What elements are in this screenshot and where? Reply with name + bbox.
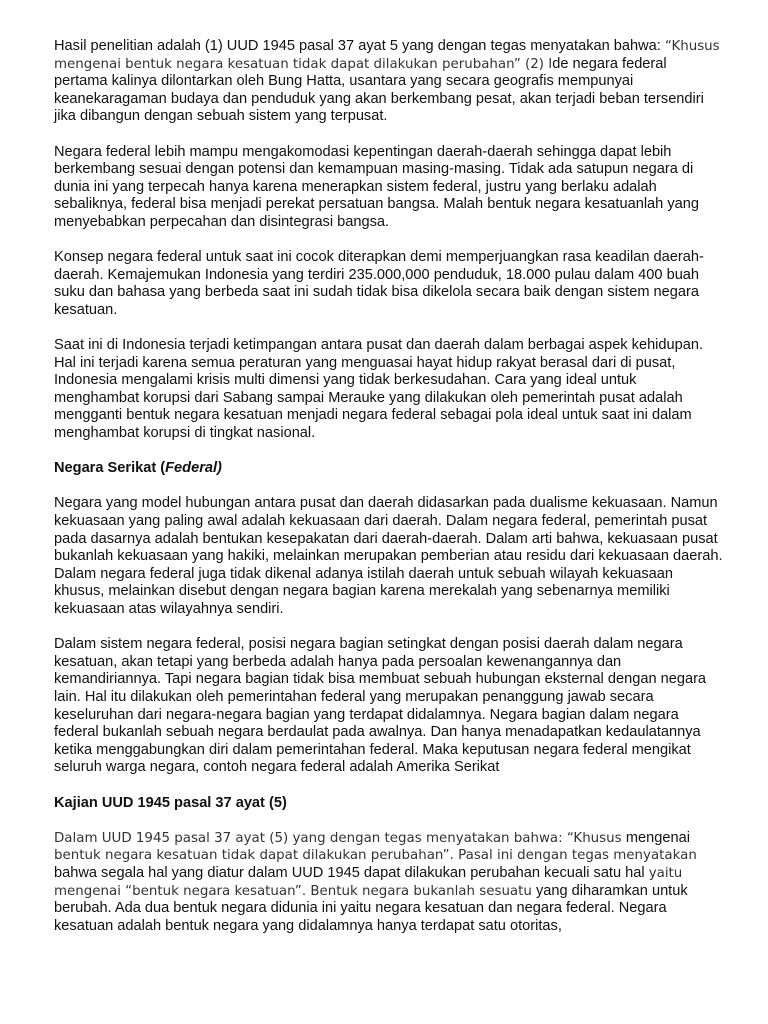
section-heading-kajian-uud: Kajian UUD 1945 pasal 37 ayat (5): [54, 794, 287, 811]
paragraph-text: bentuk negara kesatuan tidak dapat dilakukan perubahan”. Pasal ini dengan tegas menyatakan: [54, 848, 697, 864]
paragraph-kajian: [54, 830, 724, 936]
paragraph-text: Hasil penelitian adalah (1) UUD 1945 pasal 37 ayat 5 yang dengan tegas menyatakan bahwa:: [54, 38, 665, 54]
paragraph-text: yang diharamkan untuk berubah. Ada dua bentuk negara didunia ini yaitu negara kesatuan dan negara federal. Negara kesatuan adalah bentuk negara yang didalamnya hanya terdapat satu otoritas,: [54, 882, 688, 934]
paragraph-text: bahwa segala hal yang diatur dalam UUD 1945 dapat dilakukan perubahan kecuali satu hal: [54, 864, 649, 881]
heading-text: Negara Serikat (: [54, 460, 166, 477]
document-page: [54, 38, 724, 953]
section-heading-negara-serikat: [54, 460, 724, 478]
paragraph-federal-definition: Negara yang model hubungan antara pusat dan daerah didasarkan pada dualisme kekuasaan. Namun kekuasaan yang paling awal adalah kekuasaan dari daerah. Dalam negara federal, pemerintah pusat pada dasarnya adalah bentukan kesepakatan dari daerah-daerah. Dalam arti bahwa, kekuasaan pusat bukanlah kekuasaan yang hakiki, melainkan merupakan pemberian atau residu dari kekuasaan daerah. Dalam negara federal juga tidak dikenal adanya istilah daerah untuk sebuah wilayah kekuasaan khusus, melainkan disebut dengan negara bagian karena merekalah yang sebenarnya memiliki kekuasaan atas wilayahnya sendiri.: [54, 495, 723, 617]
quoted-text: “Khusus mengenai bentuk negara kesatuan tidak dapat dilakukan perubahan” (2) I: [54, 39, 720, 72]
paragraph-inequality: Saat ini di Indonesia terjadi ketimpangan antara pusat dan daerah dalam berbagai aspek kehidupan. Hal ini terjadi karena semua peraturan yang menguasai hayat hidup rakyat berasal dari di pusat, Indonesia mengalami krisis multi dimensi yang tidak berkesudahan. Cara yang ideal untuk menghambat korupsi dari Sabang sampai Merauke yang dilakukan oleh pemerintah pusat adalah mengganti bentuk negara kesatuan menjadi negara federal sebagai pola ideal untuk saat ini dalam menghambat korupsi di tingkat nasional.: [54, 337, 704, 442]
paragraph-text: mengenai: [625, 829, 690, 846]
heading-italic-text: Federal): [165, 460, 222, 477]
paragraph-federal-system: Dalam sistem negara federal, posisi negara bagian setingkat dengan posisi daerah dalam negara kesatuan, akan tetapi yang berbeda adalah hanya pada persoalan kewenangannya dan kemandiriannya. Tapi negara bagian tidak bisa membuat sebuah hubungan eksternal dengan negara lain. Hal itu dilakukan oleh pemerintahan federal yang merupakan penanggung jawab secara keseluruhan dari negara-negara bagian yang terdapat didalamnya. Negara bagian dalam negara federal bukanlah sebuah negara berdaulat pada awalnya. Dan hanya menadapatkan kedaulatannya ketika menggabungkan diri dalam pemerintahan federal. Maka keputusan negara federal mengikat seluruh warga negara, contoh negara federal adalah Amerika Serikat: [54, 636, 707, 776]
paragraph-text: de negara federal pertama kalinya dilontarkan oleh Bung Hatta, usantara yang secara geografis mempunyai keanekaragaman budaya dan penduduk yang akan berkembang pesat, akan terjadi beban tersendiri jika dibangun dengan sebuah sistem yang terpusat.: [54, 55, 704, 125]
paragraph-research-result: [54, 38, 724, 126]
paragraph-federal-concept: Konsep negara federal untuk saat ini cocok diterapkan demi memperjuangkan rasa keadilan daerah-daerah. Kemajemukan Indonesia yang terdiri 235.000,000 penduduk, 18.000 pulau dalam 400 buah suku dan bahasa yang berbeda saat ini sudah tidak bisa dikelola secara baik dengan sistem negara kesatuan.: [54, 249, 704, 318]
paragraph-text: yaitu mengenai “bentuk negara kesatuan”. Bentuk negara bukanlah sesuatu: [54, 865, 683, 899]
paragraph-federal-capability: Negara federal lebih mampu mengakomodasi kepentingan daerah-daerah sehingga dapat lebih berkembang sesuai dengan potensi dan kemampuan masing-masing. Tidak ada satupun negara di dunia ini yang terpecah hanya karena menerapkan sistem federal, justru yang berlaku adalah sebaliknya, federal bisa menjadi perekat persatuan bangsa. Malah bentuk negara kesatuanlah yang menyebabkan perpecahan dan disintegrasi bangsa.: [54, 143, 699, 230]
paragraph-text: Dalam UUD 1945 pasal 37 ayat (5) yang dengan tegas menyatakan bahwa: “Khusus: [54, 830, 626, 846]
